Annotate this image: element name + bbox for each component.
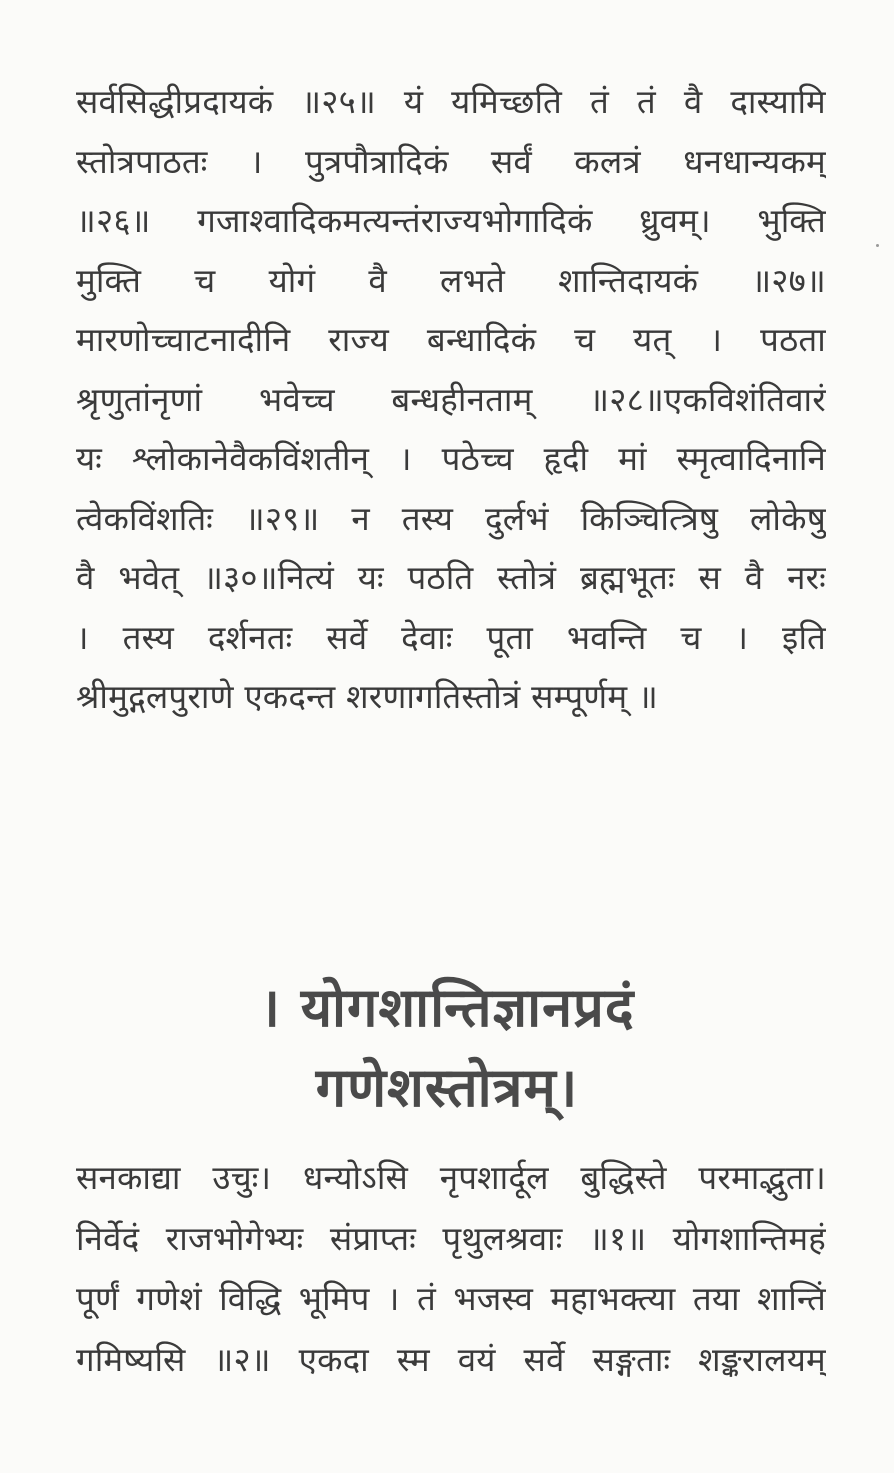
scan-speck: [876, 244, 879, 247]
heading-line-2: गणेशस्तोत्रम्।: [315, 1056, 579, 1119]
text-line: यः श्लोकानेवैकविंशतीन् । पठेच्च हृदी मां स्मृत्वादिनानि: [76, 439, 826, 478]
section-heading: [60, 968, 834, 1128]
text-line: वै भवेत् ॥३०॥नित्यं यः पठति स्तोत्रं ब्रह्मभूतः स वै नरः: [76, 558, 826, 597]
text-line: मुक्ति च योगं वै लभते शान्तिदायकं ॥२७॥: [76, 260, 826, 300]
text-line: । तस्य दर्शनतः सर्वे देवाः पूता भवन्ति च । इति: [76, 617, 826, 657]
text-line: सनकाद्या उचुः। धन्योऽसि नृपशार्दूल बुद्धिस्ते परमाद्भुता।: [76, 1158, 826, 1197]
stotra-passage-bottom: [76, 1148, 826, 1390]
text-line: निर्वेदं राजभोगेभ्यः संप्राप्तः पृथुलश्रवाः ॥१॥ योगशान्तिमहं: [76, 1218, 826, 1258]
text-line: मारणोच्चाटनादीनि राज्य बन्धादिकं च यत् । पठता: [76, 320, 826, 359]
text-line: पूर्णं गणेशं विद्धि भूमिप । तं भजस्व महाभक्त्या तया शान्तिं: [76, 1279, 826, 1318]
text-line: गमिष्यसि ॥२॥ एकदा स्म वयं सर्वे सङ्गताः शङ्करालयम्: [76, 1339, 826, 1379]
text-line: स्तोत्रपाठतः । पुत्रपौत्रादिकं सर्वं कलत्रं धनधान्यकम्: [76, 141, 826, 181]
text-line: त्वेकविंशतिः ॥२९॥ न तस्य दुर्लभं किञ्चित्त्रिषु लोकेषु: [76, 498, 826, 538]
heading-line-1: । योगशान्तिज्ञानप्रदं: [259, 976, 635, 1039]
text-line: श्रृणुतांनृणां भवेच्च बन्धहीनताम् ॥२८॥एकविशंतिवारं: [76, 379, 826, 419]
text-line: श्रीमुद्गलपुराणे एकदन्त शरणागतिस्तोत्रं सम्पूर्णम् ॥: [76, 677, 658, 716]
text-line: ॥२६॥ गजाश्वादिकमत्यन्तंराज्यभोगादिकं ध्रुवम्। भुक्ति: [76, 201, 826, 240]
text-line: सर्वसिद्धीप्रदायकं ॥२५॥ यं यमिच्छति तं तं वै दास्यामि: [76, 82, 826, 121]
stotra-passage-top: [76, 72, 826, 727]
